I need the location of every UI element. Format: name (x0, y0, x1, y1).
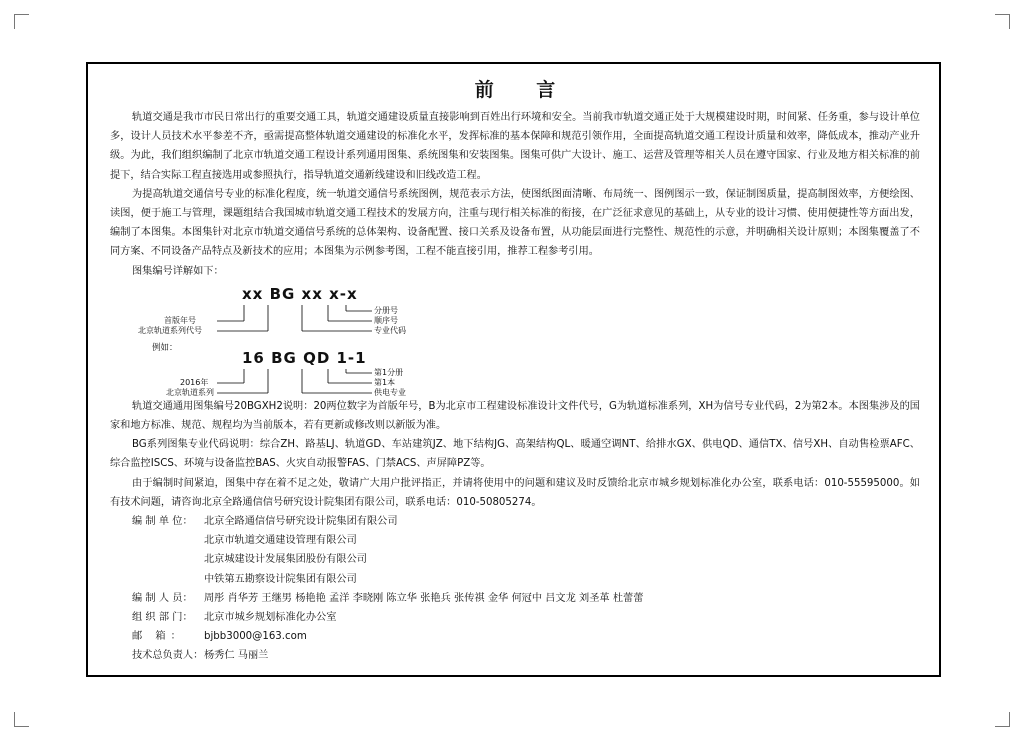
page-title: 前 言 (474, 79, 574, 101)
paragraph-feedback: 由于编制时间紧迫，图集中存在着不足之处，敬请广大用户批评指正，并请将使用中的问题和建议及时反馈给北京市城乡规划标准化办公室，联系电话：010-55595000。如有技术问题，请咨询北京全路通信信号研究设计院集团有限公司，联系电话：010-50805274。 (110, 477, 920, 508)
example-year: 2016年 (180, 377, 209, 387)
document-frame (86, 62, 941, 677)
label-series-code: 北京轨道系列代号 (138, 325, 202, 335)
org-label: 组 织 部 门： (132, 612, 193, 624)
staff-label: 编 制 人 员： (132, 592, 193, 604)
paragraph-code-explanation: 轨道交通通用图集编号20BGXH2说明：20两位数字为首版年号，B为北京市工程建设标准设计文件代号，G为轨道标准系列，XH为信号专业代码，2为第2本。本图集涉及的国家和地方标准、规范、规程均为当前版本，若有更新或修改则以新版为准。 (110, 400, 920, 432)
units-label: 编 制 单 位： (132, 516, 193, 528)
paragraph-purpose: 为提高轨道交通信号专业的标准化程度，统一轨道交通信号系统图例，规范表示方法，使图纸图面清晰、布局统一、图例图示一致，保证制图质量，提高制图效率，方便绘图、读图，便于施工与管理，课题组结合我国城市轨道交通工程技术的发展方向，注重与现行相关标准的衔接，在广泛征求意见的基础上，从专业的设计习惯、使用便捷性等方面出发，编制了本图集。本图集针对北京市轨道交通信号系统的总体架构、设备配置、接口关系及设备布置，从功能层面进行完整性、规范性的示意，并明确相关设计原则；本图集覆盖了不同方案、不同设备产品特点及新技术的应用；本图集为示例参考图，工程不能直接引用，推荐工程参考引用。 (110, 188, 920, 258)
example-sequence: 第1本 (374, 377, 396, 387)
org-name: 北京市城乡规划标准化办公室 (204, 612, 337, 624)
paragraph-intro: 轨道交通是我市市民日常出行的重要交通工具，轨道交通建设质量直接影响到百姓出行环境和安全。当前我市轨道交通正处于大规模建设时期，时间紧、任务重，参与设计单位多，设计人员技术水平参差不齐，亟需提高整体轨道交通建设的标准化水平，发挥标准的基本保障和规范引领作用，全面提高轨道交通工程设计质量和效率，降低成本，推动产业升级。为此，我们组织编制了北京市轨道交通工程设计系列通用图集、系统图集和安装图集。图集可供广大设计、施工、运营及管理等相关人员在遵守国家、行业及地方相关标准的前提下，结合实际工程直接选用或参照执行，指导轨道交通新线建设和旧线改造工程。 (110, 112, 920, 181)
compiling-staff (132, 589, 920, 608)
organizing-department (132, 608, 920, 627)
units-list (204, 512, 398, 589)
unit-item: 中铁第五勘察设计院集团有限公司 (204, 573, 357, 585)
example-series: 北京轨道系列 (166, 387, 214, 397)
label-volume-no: 分册号 (374, 305, 398, 315)
example-label: 例如： (152, 342, 178, 353)
mail-label: 邮 箱： (132, 631, 186, 643)
example-code: 16 BG QD 1-1 (242, 348, 367, 367)
paragraph-discipline-codes: BG系列图集专业代码说明：综合ZH、路基LJ、轨道GD、车站建筑JZ、地下结构JG、高架结构QL、暖通空调NT、给排水GX、供电QD、通信TX、信号XH、自动售检票AFC、综合监控ISCS、环境与设备监控BAS、火灾自动报警FAS、门禁ACS、声屏障PZ等。 (110, 439, 920, 470)
label-first-year: 首版年号 (164, 315, 196, 325)
label-discipline-code: 专业代码 (374, 325, 406, 335)
crop-mark-bottom-left (14, 712, 29, 727)
crop-mark-top-left (14, 14, 29, 29)
unit-item: 北京全路通信信号研究设计院集团有限公司 (204, 516, 398, 528)
staff-names: 周彤 肖华芳 王继男 杨艳艳 孟洋 李晓刚 陈立华 张艳兵 张传祺 金华 何冠中 吕文龙 刘圣革 杜蕾蕾 (204, 592, 644, 604)
preface-content (110, 76, 920, 666)
unit-item: 北京城建设计发展集团股份有限公司 (204, 554, 367, 566)
numbering-diagram (132, 281, 920, 397)
mail-address: bjbb3000@163.com (204, 631, 307, 643)
chief-names: 杨秀仁 马丽兰 (204, 650, 269, 662)
compiling-units (132, 512, 920, 589)
crop-mark-top-right (995, 14, 1010, 29)
chief-label: 技术总负责人： (132, 650, 204, 662)
unit-item: 北京市轨道交通建设管理有限公司 (204, 535, 357, 547)
crop-mark-bottom-right (995, 712, 1010, 727)
example-volume: 第1分册 (374, 367, 404, 377)
label-sequence-no: 顺序号 (374, 315, 398, 325)
code-template: xx BG xx x-x (242, 284, 358, 303)
paragraph-numbering: 图集编号详解如下： (132, 265, 224, 277)
example-discipline: 供电专业 (374, 387, 406, 397)
technical-chief (132, 646, 920, 665)
mailbox (132, 627, 920, 646)
